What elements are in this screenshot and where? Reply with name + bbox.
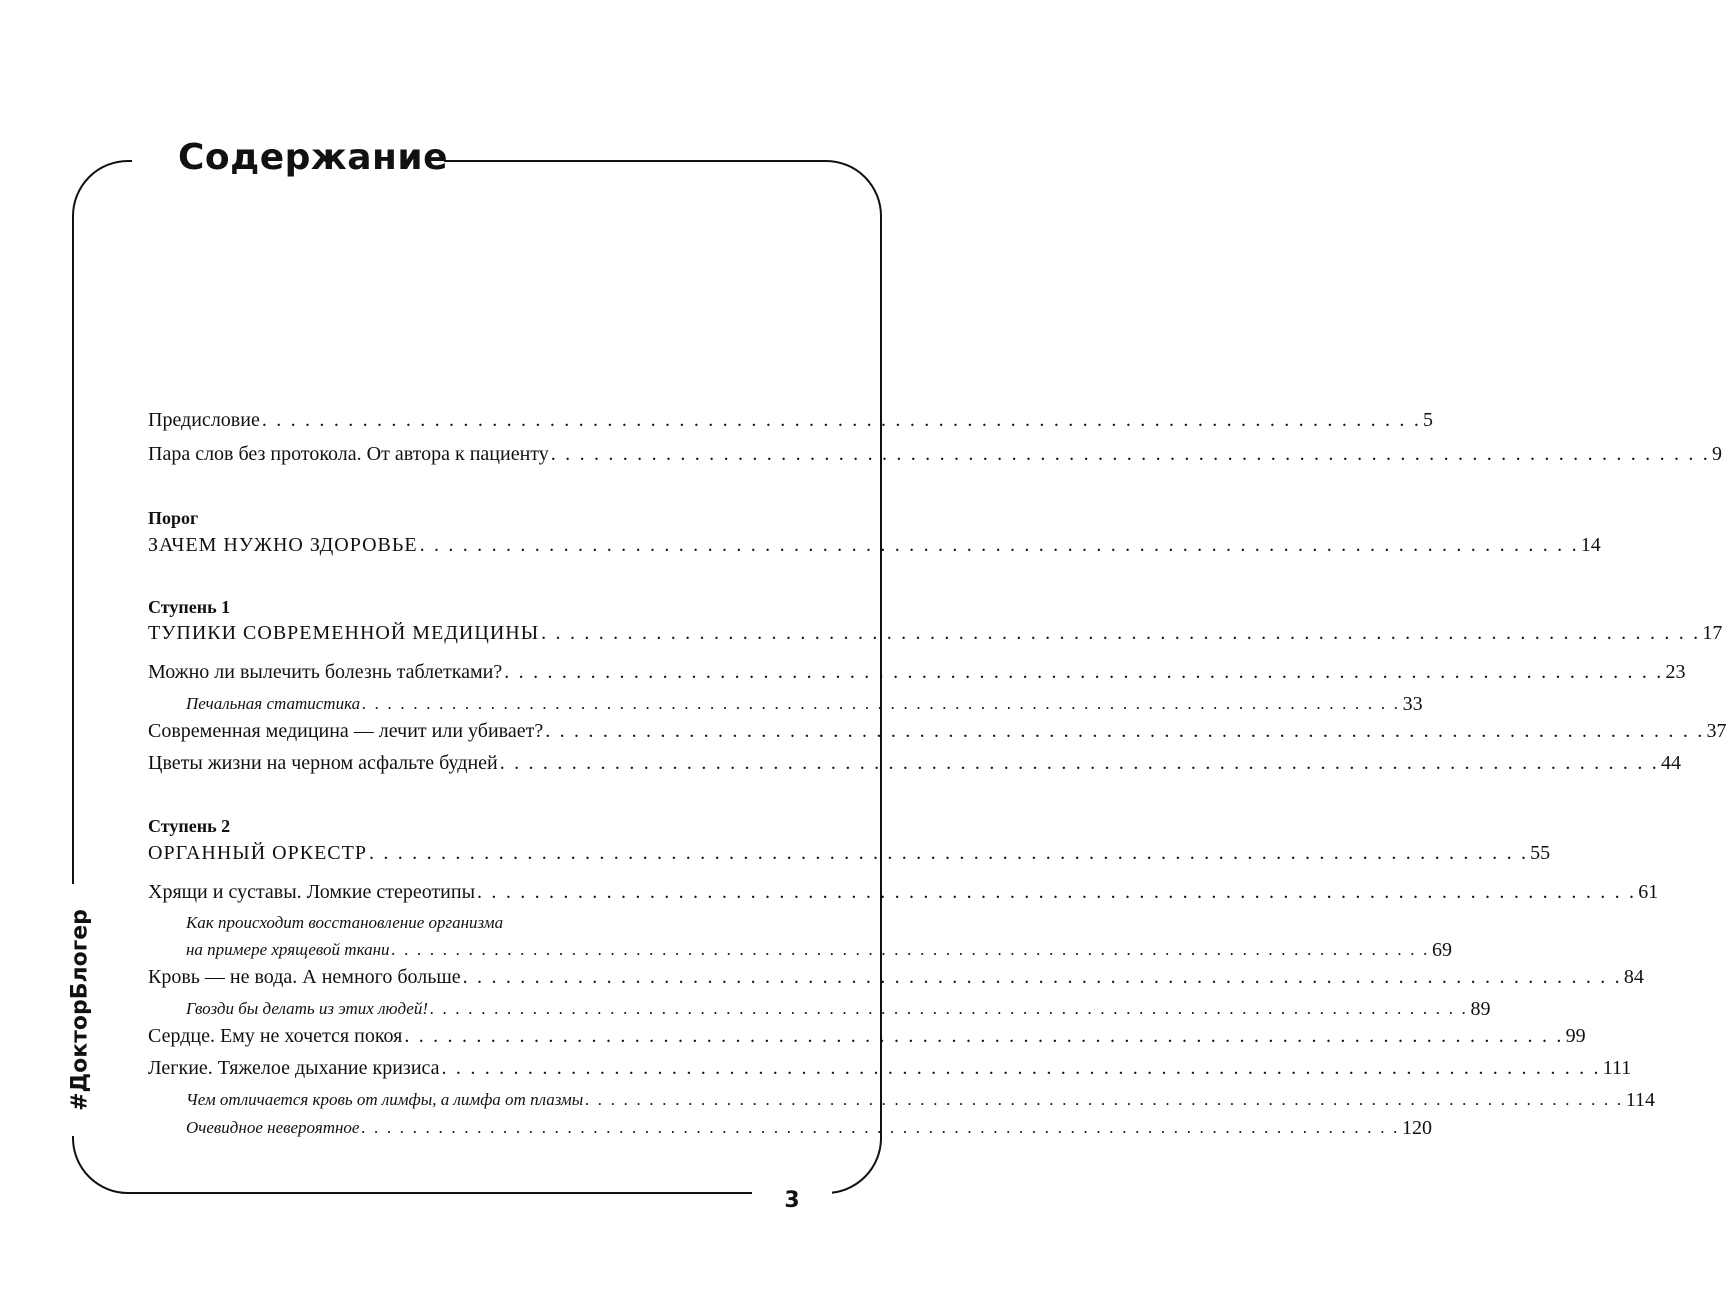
page-ref: 111 — [1602, 1057, 1632, 1079]
toc-entry-heart[interactable]: Сердце. Ему не хочется покоя . . . . . . . . . . . . . . . . . . . . . . . . . . . . . . . . . . . . . . . . . . . . . . . . . . . . . . . . . . . . . . . . . . . . . . . . . . . . . . . . . 99 — [148, 1025, 1586, 1047]
page-ref: 44 — [1660, 752, 1681, 774]
table-of-contents — [148, 0, 1726, 1300]
toc-entry-preface[interactable]: Предисловие . . . . . . . . . . . . . . . . . . . . . . . . . . . . . . . . . . . . . . . . . . . . . . . . . . . . . . . . . . . . . . . . . . . . . . . . . . . . . . . . . 5 — [148, 409, 1434, 431]
section-label-step-1: Ступень 1 — [148, 597, 231, 617]
page-ref: 99 — [1565, 1025, 1586, 1047]
toc-entry-lymph[interactable]: Чем отличается кровь от лимфы, а лимфа от плазмы . . . . . . . . . . . . . . . . . . . . . . . . . . . . . . . . . . . . . . . . . . . . . . . . . . . . . . . . . . . . . . . . . . . . . . . . . . . . . . . . . 114 — [186, 1089, 1655, 1111]
page-number: 3 — [784, 1188, 800, 1213]
page-ref: 89 — [1470, 998, 1491, 1020]
toc-entry-few-words[interactable]: Пара слов без протокола. От автора к пациенту . . . . . . . . . . . . . . . . . . . . . . . . . . . . . . . . . . . . . . . . . . . . . . . . . . . . . . . . . . . . . . . . . . . . . . . . . . . . . . . . . 9 — [148, 443, 1722, 465]
section-label-step-2: Ступень 2 — [148, 816, 231, 836]
dot-leader: . . . . . . . . . . . . . . . . . . . . . . . . . . . . . . . . . . . . . . . . . . . . . . . . . . . . . . . . . . . . . . . . . . . . . . . . . . . . . . . . . — [499, 752, 1659, 774]
page-ref: 17 — [1702, 622, 1723, 644]
toc-entry-flowers[interactable]: Цветы жизни на черном асфальте будней . . . . . . . . . . . . . . . . . . . . . . . . . . . . . . . . . . . . . . . . . . . . . . . . . . . . . . . . . . . . . . . . . . . . . . . . . . . . . . . . . 44 — [148, 752, 1681, 774]
toc-entry-organ-orchestra[interactable]: ОРГАННЫЙ ОРКЕСТР . . . . . . . . . . . . . . . . . . . . . . . . . . . . . . . . . . . . . . . . . . . . . . . . . . . . . . . . . . . . . . . . . . . . . . . . . . . . . . . . . 55 — [148, 842, 1551, 864]
toc-entry-blood[interactable]: Кровь — не вода. А немного больше . . . . . . . . . . . . . . . . . . . . . . . . . . . . . . . . . . . . . . . . . . . . . . . . . . . . . . . . . . . . . . . . . . . . . . . . . . . . . . . . . 84 — [148, 966, 1644, 988]
toc-entry-cartilage[interactable]: Хрящи и суставы. Ломкие стереотипы . . . . . . . . . . . . . . . . . . . . . . . . . . . . . . . . . . . . . . . . . . . . . . . . . . . . . . . . . . . . . . . . . . . . . . . . . . . . . . . . . 61 — [148, 881, 1659, 903]
toc-entry-nails[interactable]: Гвозди бы делать из этих людей! . . . . . . . . . . . . . . . . . . . . . . . . . . . . . . . . . . . . . . . . . . . . . . . . . . . . . . . . . . . . . . . . . . . . . . . . . . . . . . . . . 89 — [186, 998, 1491, 1020]
side-label: #ДокторБлогер — [67, 909, 93, 1111]
toc-entry-pills[interactable]: Можно ли вылечить болезнь таблетками? . . . . . . . . . . . . . . . . . . . . . . . . . . . . . . . . . . . . . . . . . . . . . . . . . . . . . . . . . . . . . . . . . . . . . . . . . . . . . . . . . 23 — [148, 661, 1686, 683]
dot-leader: . . . . . . . . . . . . . . . . . . . . . . . . . . . . . . . . . . . . . . . . . . . . . . . . . . . . . . . . . . . . . . . . . . . . . . . . . . . . . . . . . — [429, 999, 1469, 1018]
dot-leader: . . . . . . . . . . . . . . . . . . . . . . . . . . . . . . . . . . . . . . . . . . . . . . . . . . . . . . . . . . . . . . . . . . . . . . . . . . . . . . . . . — [404, 1025, 1564, 1047]
section-label-threshold: Порог — [148, 508, 199, 528]
page-ref: 114 — [1625, 1089, 1655, 1111]
dot-leader: . . . . . . . . . . . . . . . . . . . . . . . . . . . . . . . . . . . . . . . . . . . . . . . . . . . . . . . . . . . . . . . . . . . . . . . . . . . . . . . . . — [441, 1057, 1601, 1079]
dot-leader: . . . . . . . . . . . . . . . . . . . . . . . . . . . . . . . . . . . . . . . . . . . . . . . . . . . . . . . . . . . . . . . . . . . . . . . . . . . . . . . . . — [550, 443, 1710, 465]
toc-entry-incredible[interactable]: Очевидное невероятное . . . . . . . . . . . . . . . . . . . . . . . . . . . . . . . . . . . . . . . . . . . . . . . . . . . . . . . . . . . . . . . . . . . . . . . . . . . . . . . . . 120 — [186, 1117, 1432, 1139]
page-ref: 69 — [1432, 939, 1452, 961]
toc-entry-sad-stats[interactable]: Печальная статистика . . . . . . . . . . . . . . . . . . . . . . . . . . . . . . . . . . . . . . . . . . . . . . . . . . . . . . . . . . . . . . . . . . . . . . . . . . . . . . . . . 33 — [186, 693, 1423, 715]
page-ref: 120 — [1401, 1117, 1432, 1139]
page-ref: 84 — [1623, 966, 1644, 988]
dot-leader: . . . . . . . . . . . . . . . . . . . . . . . . . . . . . . . . . . . . . . . . . . . . . . . . . . . . . . . . . . . . . . . . . . . . . . . . . . . . . . . . . — [362, 694, 1401, 713]
dot-leader: . . . . . . . . . . . . . . . . . . . . . . . . . . . . . . . . . . . . . . . . . . . . . . . . . . . . . . . . . . . . . . . . . . . . . . . . . . . . . . . . . — [391, 940, 1430, 959]
dot-leader: . . . . . . . . . . . . . . . . . . . . . . . . . . . . . . . . . . . . . . . . . . . . . . . . . . . . . . . . . . . . . . . . . . . . . . . . . . . . . . . . . — [368, 842, 1529, 864]
page-ref: 33 — [1402, 693, 1423, 715]
page-ref: 23 — [1665, 661, 1686, 683]
dot-leader: . . . . . . . . . . . . . . . . . . . . . . . . . . . . . . . . . . . . . . . . . . . . . . . . . . . . . . . . . . . . . . . . . . . . . . . . . . . . . . . . . — [504, 661, 1664, 683]
dot-leader: . . . . . . . . . . . . . . . . . . . . . . . . . . . . . . . . . . . . . . . . . . . . . . . . . . . . . . . . . . . . . . . . . . . . . . . . . . . . . . . . . — [462, 966, 1622, 988]
page-ref: 55 — [1530, 842, 1551, 864]
dot-leader: . . . . . . . . . . . . . . . . . . . . . . . . . . . . . . . . . . . . . . . . . . . . . . . . . . . . . . . . . . . . . . . . . . . . . . . . . . . . . . . . . — [419, 534, 1579, 556]
toc-entry-restoration-line1[interactable]: Как происходит восстановление организма — [186, 913, 504, 932]
page-title: Содержание — [178, 137, 449, 178]
toc-entry-lungs[interactable]: Легкие. Тяжелое дыхание кризиса . . . . . . . . . . . . . . . . . . . . . . . . . . . . . . . . . . . . . . . . . . . . . . . . . . . . . . . . . . . . . . . . . . . . . . . . . . . . . . . . . 111 — [148, 1057, 1632, 1079]
page-ref: 61 — [1638, 881, 1659, 903]
toc-entry-restoration[interactable]: на примере хрящевой ткани . . . . . . . . . . . . . . . . . . . . . . . . . . . . . . . . . . . . . . . . . . . . . . . . . . . . . . . . . . . . . . . . . . . . . . . . . . . . . . . . . 69 — [186, 939, 1452, 961]
dot-leader: . . . . . . . . . . . . . . . . . . . . . . . . . . . . . . . . . . . . . . . . . . . . . . . . . . . . . . . . . . . . . . . . . . . . . . . . . . . . . . . . . — [541, 622, 1701, 644]
page-ref: 5 — [1423, 409, 1434, 431]
dot-leader: . . . . . . . . . . . . . . . . . . . . . . . . . . . . . . . . . . . . . . . . . . . . . . . . . . . . . . . . . . . . . . . . . . . . . . . . . . . . . . . . . — [585, 1090, 1624, 1109]
toc-entry-dead-ends[interactable]: ТУПИКИ СОВРЕМЕННОЙ МЕДИЦИНЫ . . . . . . . . . . . . . . . . . . . . . . . . . . . . . . . . . . . . . . . . . . . . . . . . . . . . . . . . . . . . . . . . . . . . . . . . . . . . . . . . . 17 — [148, 622, 1723, 644]
dot-leader: . . . . . . . . . . . . . . . . . . . . . . . . . . . . . . . . . . . . . . . . . . . . . . . . . . . . . . . . . . . . . . . . . . . . . . . . . . . . . . . . . — [261, 409, 1422, 431]
page-ref: 14 — [1580, 534, 1601, 556]
page-ref: 37 — [1706, 720, 1726, 742]
dot-leader: . . . . . . . . . . . . . . . . . . . . . . . . . . . . . . . . . . . . . . . . . . . . . . . . . . . . . . . . . . . . . . . . . . . . . . . . . . . . . . . . . — [477, 881, 1637, 903]
page-ref: 9 — [1711, 443, 1722, 465]
toc-entry-modern-medicine[interactable]: Современная медицина — лечит или убивает? . . . . . . . . . . . . . . . . . . . . . . . . . . . . . . . . . . . . . . . . . . . . . . . . . . . . . . . . . . . . . . . . . . . . . . . . . . . . . . . . . 37 — [148, 720, 1726, 742]
dot-leader: . . . . . . . . . . . . . . . . . . . . . . . . . . . . . . . . . . . . . . . . . . . . . . . . . . . . . . . . . . . . . . . . . . . . . . . . . . . . . . . . . — [545, 720, 1705, 742]
dot-leader: . . . . . . . . . . . . . . . . . . . . . . . . . . . . . . . . . . . . . . . . . . . . . . . . . . . . . . . . . . . . . . . . . . . . . . . . . . . . . . . . . — [361, 1118, 1400, 1137]
toc-entry-why-health[interactable]: ЗАЧЕМ НУЖНО ЗДОРОВЬЕ . . . . . . . . . . . . . . . . . . . . . . . . . . . . . . . . . . . . . . . . . . . . . . . . . . . . . . . . . . . . . . . . . . . . . . . . . . . . . . . . . 14 — [148, 534, 1601, 556]
